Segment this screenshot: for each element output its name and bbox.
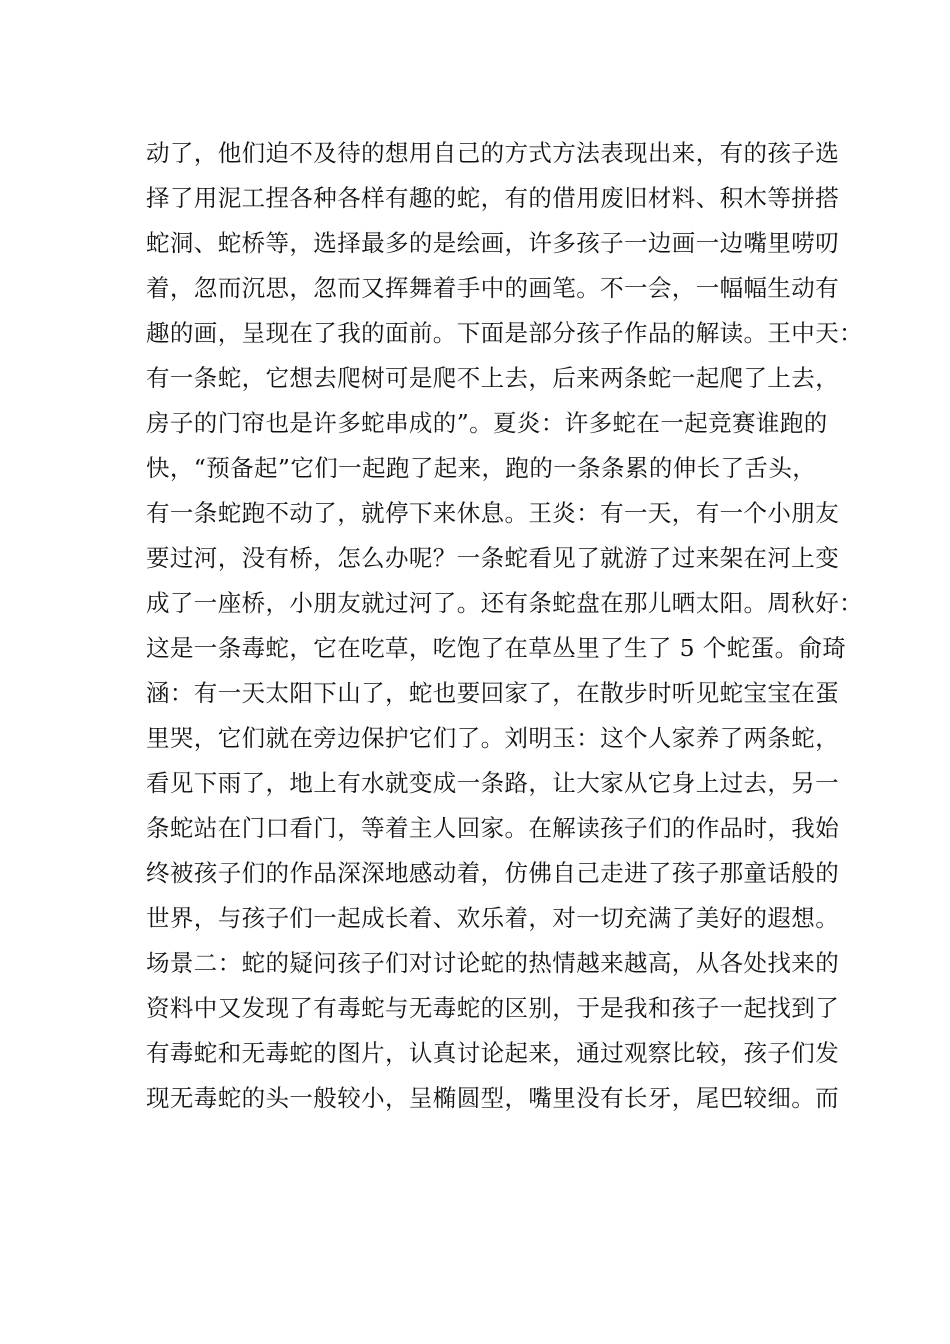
text-line-22: 现无毒蛇的头一般较小，呈椭圆型，嘴里没有长牙，尾巴较细。而 <box>146 1084 840 1112</box>
text-line-21: 有毒蛇和无毒蛇的图片，认真讨论起来，通过观察比较，孩子们发 <box>146 1039 840 1067</box>
text-line-1: 动了，他们迫不及待的想用自己的方式方法表现出来，有的孩子选 <box>146 139 840 167</box>
text-line-2: 择了用泥工捏各种各样有趣的蛇，有的借用废旧材料、积木等拼搭 <box>146 184 840 212</box>
body-text <box>146 131 863 1121</box>
text-line-10: 要过河，没有桥，怎么办呢？一条蛇看见了就游了过来架在河上变 <box>146 544 840 572</box>
text-line-16: 条蛇站在门口看门，等着主人回家。在解读孩子们的作品时，我始 <box>146 814 840 842</box>
text-line-20: 资料中又发现了有毒蛇与无毒蛇的区别，于是我和孩子一起找到了 <box>146 994 840 1022</box>
text-line-4: 着，忽而沉思，忽而又挥舞着手中的画笔。不一会，一幅幅生动有 <box>146 274 840 302</box>
text-line-9: 有一条蛇跑不动了，就停下来休息。王炎：有一天，有一个小朋友 <box>146 499 840 527</box>
text-line-8: 快，“预备起”它们一起跑了起来，跑的一条条累的伸长了舌头， <box>146 454 817 482</box>
text-line-5: 趣的画，呈现在了我的面前。下面是部分孩子作品的解读。王中天： <box>146 319 863 347</box>
text-line-11: 成了一座桥，小朋友就过河了。还有条蛇盘在那儿晒太阳。周秋好： <box>146 589 863 617</box>
text-line-17: 终被孩子们的作品深深地感动着，仿佛自己走进了孩子那童话般的 <box>146 859 840 887</box>
text-line-18: 世界，与孩子们一起成长着、欢乐着，对一切充满了美好的遐想。 <box>146 904 840 932</box>
text-line-6: 有一条蛇，它想去爬树可是爬不上去，后来两条蛇一起爬了上去， <box>146 364 840 392</box>
text-line-12: 这是一条毒蛇，它在吃草，吃饱了在草丛里了生了 5 个蛇蛋。俞琦 <box>146 634 847 662</box>
text-line-3: 蛇洞、蛇桥等，选择最多的是绘画，许多孩子一边画一边嘴里唠叨 <box>146 229 840 257</box>
text-line-19: 场景二：蛇的疑问孩子们对讨论蛇的热情越来越高，从各处找来的 <box>146 949 840 977</box>
text-line-13: 涵：有一天太阳下山了，蛇也要回家了，在散步时听见蛇宝宝在蛋 <box>146 679 840 707</box>
text-line-14: 里哭，它们就在旁边保护它们了。刘明玉：这个人家养了两条蛇， <box>146 724 840 752</box>
text-line-7: 房子的门帘也是许多蛇串成的”。夏炎：许多蛇在一起竞赛谁跑的 <box>146 409 828 437</box>
text-line-15: 看见下雨了，地上有水就变成一条路，让大家从它身上过去，另一 <box>146 769 840 797</box>
